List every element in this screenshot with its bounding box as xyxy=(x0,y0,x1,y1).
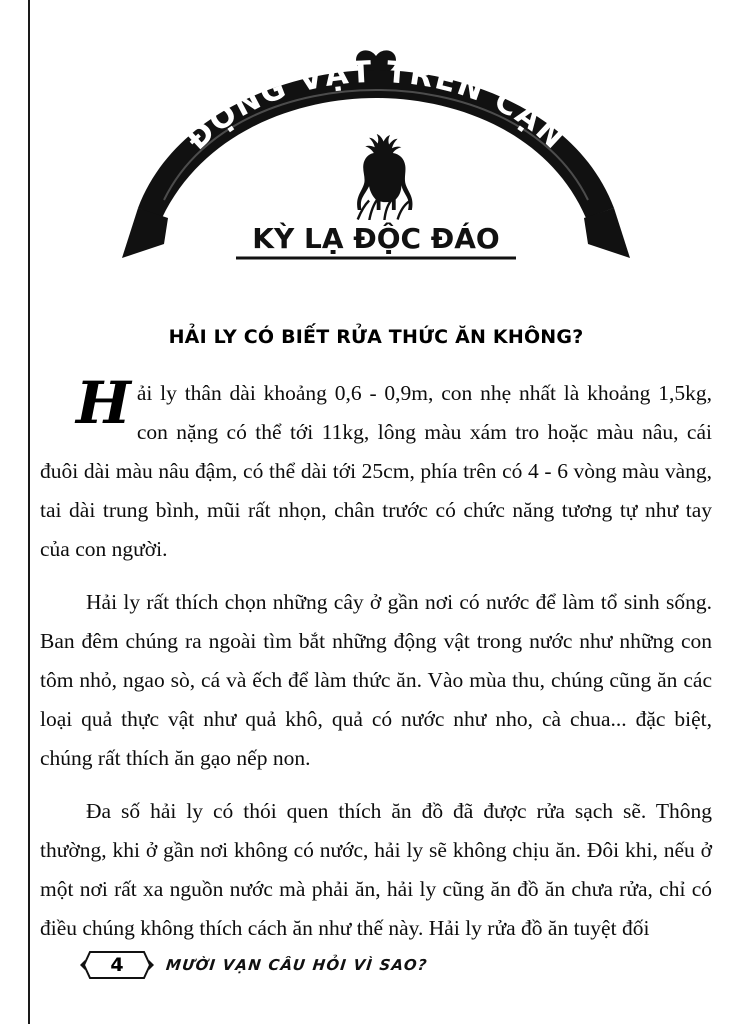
document-page xyxy=(40,0,712,1024)
drop-cap: H xyxy=(76,369,131,437)
article-title: HẢI LY CÓ BIẾT RỬA THỨC ĂN KHÔNG? xyxy=(168,326,584,348)
banner-subtitle-text: KỲ LẠ ĐỘC ĐÁO xyxy=(252,222,500,255)
page-number: 4 xyxy=(110,954,124,976)
banner-artwork xyxy=(116,48,636,268)
book-title: MƯỜI VẠN CÂU HỎI VÌ SAO? xyxy=(165,956,429,974)
paragraph-2: Hải ly rất thích chọn những cây ở gần nơi có nước để làm tổ sinh sống. Ban đêm chúng ra ngoài tìm bắt những động vật trong nước như những con tôm nhỏ, ngao sò, cá và ếch để làm thức ăn. Vào mùa thu, chúng cũng ăn các loại quả thực vật như quả khô, quả có nước như nho, cà chua... đặc biệt, chúng rất thích ăn gạo nếp non. xyxy=(40,590,712,770)
page-number-plate xyxy=(80,948,154,982)
page-footer xyxy=(80,948,730,982)
paragraph-3: Đa số hải ly có thói quen thích ăn đồ đã được rửa sạch sẽ. Thông thường, khi ở gần nơi không có nước, hải ly sẽ không chịu ăn. Đôi khi, nếu ở một nơi rất xa nguồn nước mà phải ăn, hải ly cũng ăn đồ ăn chưa rửa, chỉ có điều chúng không thích cách ăn như thế này. Hải ly rửa đồ ăn tuyệt đối xyxy=(40,799,712,940)
deer-silhouette-icon xyxy=(352,134,415,223)
chapter-banner xyxy=(40,48,712,278)
page-left-rule xyxy=(28,0,30,1024)
paragraph-1 xyxy=(40,369,712,569)
banner-ribbon-text: ĐỘNG VẬT TRÊN CẠN xyxy=(179,54,573,158)
paragraph-1-text: ải ly thân dài khoảng 0,6 - 0,9m, con nhẹ nhất là khoảng 1,5kg, con nặng có thể tới 11kg, lông màu xám tro hoặc màu nâu, cái đuôi dài màu nâu đậm, có thể dài tới 25cm, phía trên có 4 - 6 vòng màu vàng, tai dài trung bình, mũi rất nhọn, chân trước có chức năng tương tự như tay của con người. xyxy=(40,381,712,561)
article xyxy=(40,326,712,948)
article-body xyxy=(40,369,712,948)
